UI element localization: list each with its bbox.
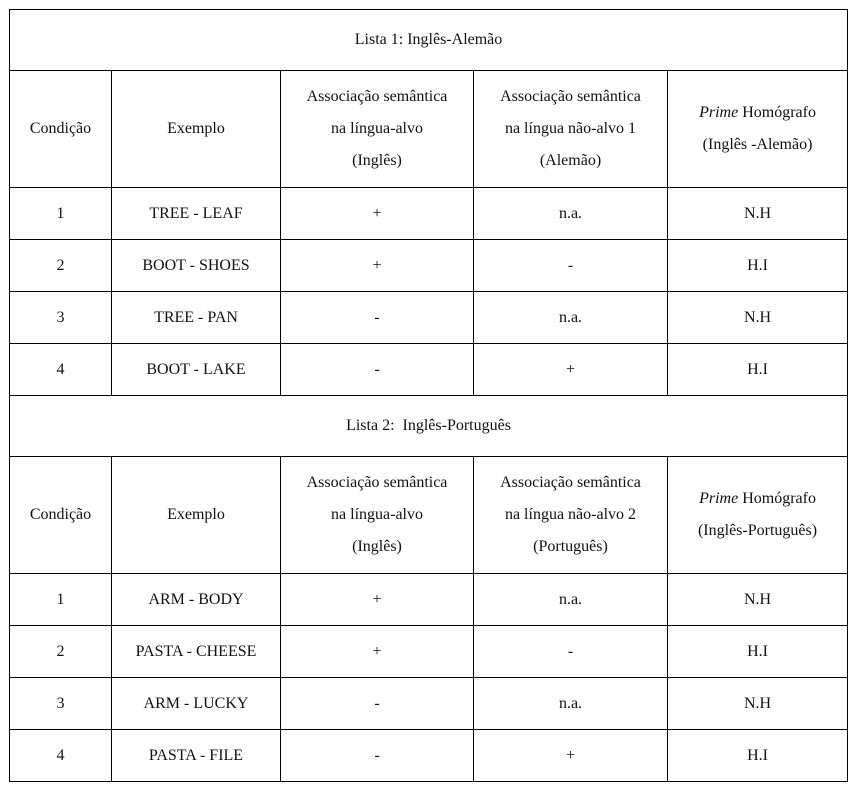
cell-nao-alvo: n.a.: [474, 188, 668, 240]
cell-condicao: 3: [10, 678, 112, 730]
header-line: Associação semântica: [306, 88, 448, 105]
cell-exemplo: TREE - LEAF: [112, 188, 281, 240]
header-line: (Inglês -Alemão): [702, 136, 813, 153]
table-row: [10, 344, 848, 396]
list-title-row: [10, 10, 848, 71]
header-line: na língua não-alvo 2: [504, 506, 637, 523]
cell-nao-alvo: -: [474, 240, 668, 292]
cell-nao-alvo: +: [474, 730, 668, 782]
header-assoc-alvo: [281, 71, 474, 188]
cell-prime: N.H: [668, 292, 848, 344]
cell-nao-alvo: n.a.: [474, 574, 668, 626]
cell-condicao: 2: [10, 626, 112, 678]
header-line: (Inglês): [352, 152, 402, 169]
cell-exemplo: ARM - LUCKY: [112, 678, 281, 730]
cell-prime: H.I: [668, 626, 848, 678]
cell-alvo: +: [281, 574, 474, 626]
cell-exemplo: PASTA - CHEESE: [112, 626, 281, 678]
header-prime-homografo: [668, 71, 848, 188]
header-line: (Inglês-Português): [697, 522, 818, 539]
header-assoc-nao-alvo: [474, 457, 668, 574]
cell-alvo: -: [281, 678, 474, 730]
cell-exemplo: BOOT - SHOES: [112, 240, 281, 292]
list-title-row: [10, 396, 848, 457]
header-line: na língua-alvo: [331, 506, 423, 523]
cell-condicao: 1: [10, 188, 112, 240]
table-row: [10, 240, 848, 292]
header-line: Associação semântica: [306, 474, 448, 491]
prime-italic: Prime: [699, 490, 739, 507]
conditions-table: [9, 9, 848, 782]
cell-nao-alvo: -: [474, 626, 668, 678]
cell-prime: H.I: [668, 344, 848, 396]
header-row: [10, 71, 848, 188]
table-row: [10, 292, 848, 344]
header-line: (Português): [533, 538, 608, 555]
header-line: Associação semântica: [500, 88, 641, 105]
table-row: [10, 626, 848, 678]
cell-condicao: 2: [10, 240, 112, 292]
header-condicao: Condição: [10, 71, 112, 188]
header-line: na língua-alvo: [331, 120, 423, 137]
cell-exemplo: TREE - PAN: [112, 292, 281, 344]
table-row: [10, 678, 848, 730]
cell-nao-alvo: +: [474, 344, 668, 396]
cell-alvo: -: [281, 730, 474, 782]
header-line: [674, 97, 841, 129]
cell-alvo: +: [281, 240, 474, 292]
header-line: na língua não-alvo 1: [504, 120, 637, 137]
header-exemplo: Exemplo: [112, 457, 281, 574]
list-title: Lista 1: Inglês-Alemão: [10, 10, 848, 71]
header-line: (Inglês): [352, 538, 402, 555]
header-line: (Alemão): [539, 152, 602, 169]
prime-rest: Homógrafo: [738, 490, 816, 507]
cell-condicao: 1: [10, 574, 112, 626]
list-title: Lista 2: Inglês-Português: [10, 396, 848, 457]
cell-alvo: +: [281, 188, 474, 240]
cell-condicao: 4: [10, 344, 112, 396]
prime-italic: Prime: [699, 104, 739, 121]
cell-condicao: 4: [10, 730, 112, 782]
header-prime-homografo: [668, 457, 848, 574]
header-exemplo: Exemplo: [112, 71, 281, 188]
cell-prime: H.I: [668, 240, 848, 292]
cell-alvo: -: [281, 344, 474, 396]
table-row: [10, 188, 848, 240]
cell-alvo: -: [281, 292, 474, 344]
cell-prime: H.I: [668, 730, 848, 782]
cell-nao-alvo: n.a.: [474, 678, 668, 730]
table-row: [10, 730, 848, 782]
cell-exemplo: BOOT - LAKE: [112, 344, 281, 396]
cell-nao-alvo: n.a.: [474, 292, 668, 344]
header-assoc-alvo: [281, 457, 474, 574]
cell-prime: N.H: [668, 678, 848, 730]
header-line: [674, 483, 841, 515]
cell-prime: N.H: [668, 574, 848, 626]
cell-exemplo: ARM - BODY: [112, 574, 281, 626]
header-line: Associação semântica: [500, 474, 641, 491]
table-row: [10, 574, 848, 626]
cell-condicao: 3: [10, 292, 112, 344]
cell-exemplo: PASTA - FILE: [112, 730, 281, 782]
header-condicao: Condição: [10, 457, 112, 574]
header-row: [10, 457, 848, 574]
cell-alvo: +: [281, 626, 474, 678]
header-assoc-nao-alvo: [474, 71, 668, 188]
prime-rest: Homógrafo: [738, 104, 816, 121]
cell-prime: N.H: [668, 188, 848, 240]
